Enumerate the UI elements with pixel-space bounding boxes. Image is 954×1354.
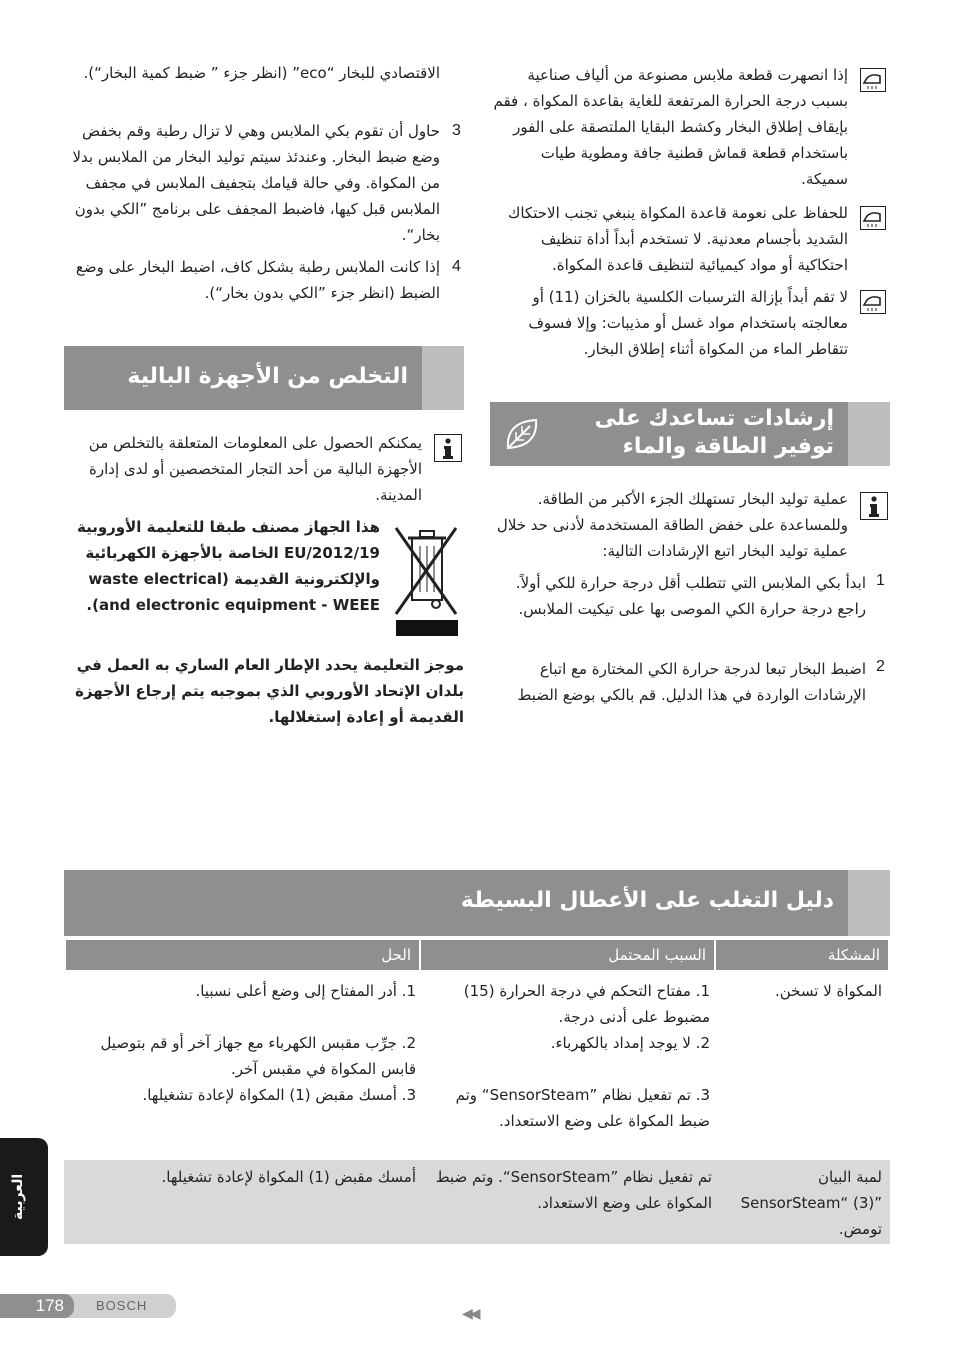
solution-item: 3. أمسك مقبض (1) المكواة لإعادة تشغيلها. — [142, 1086, 416, 1104]
energy-item-text: اضبط البخار تبعا لدرجة حرارة الكي المختارة مع اتباع الإرشادات الواردة في هذا الدليل. قم بالكي بوضع الضبط — [517, 660, 866, 704]
tip-text: لا تقم أبداً بإزالة الترسبات الكلسية بالخزان (11) أو معالجته باستخدام مواد غسل أو مذيبات: وإلا فسوف تتقاطر الماء من المكواة أثناء إطلاق البخار. — [528, 288, 848, 358]
tip-text: إذا انصهرت قطعة ملابس مصنوعة من ألياف صناعية بسبب درجة الحرارة المرتفعة للغاية بقاعدة المكواة ، فقم بإيقاف إطلاق البخار وكشط البقايا الملتصقة على الفور باستخدام قطعة قماش قطنية جافة ومطوية طيات سميكة. — [493, 66, 848, 188]
item-number: 2 — [876, 658, 885, 675]
item-number: 3 — [452, 122, 461, 139]
info-icon — [860, 492, 888, 520]
page-number-badge — [0, 1294, 74, 1318]
left-item-text: إذا كانت الملابس رطبة بشكل كاف، اضبط البخار على وضع الضبط (انظر جزء ”الكي بدون بخار“). — [75, 258, 440, 302]
cause-cell: تم تفعيل نظام ”SensorSteam“. وتم ضبط المكواة على وضع الاستعداد. — [435, 1168, 712, 1212]
column-header-solution: الحل — [66, 940, 419, 970]
footer-bar — [0, 1294, 176, 1318]
steam-iron-icon — [860, 68, 886, 92]
header-tab — [848, 402, 890, 466]
solution-cell: أمسك مقبض (1) المكواة لإعادة تشغيلها. — [161, 1168, 416, 1186]
directive-text: موجز التعليمة يحدد الإطار العام الساري به العمل في بلدان الإتحاد الأوروبي الذي بموجبه يتم إرجاع الأجهزة القديمة أو إعادة إستغلالها. — [75, 656, 464, 726]
energy-item-text: ابدأ بكي الملابس التي تتطلب أقل درجة حرارة للكي أولاً. راجع درجة حرارة الكي الموصى بها على تيكيت الملابس. — [515, 574, 866, 618]
continuation-text: الاقتصادي للبخار “eco” (انظر جزء ” ضبط كمية البخار“). — [83, 64, 440, 82]
header-tab — [848, 870, 890, 936]
section-title: دليل التغلب على الأعطال البسيطة — [460, 888, 834, 913]
steam-iron-icon — [860, 290, 886, 314]
leaf-icon — [500, 412, 544, 456]
troubleshooting-header — [64, 870, 890, 936]
info-icon — [434, 434, 462, 462]
problem-cell: المكواة لا تسخن. — [775, 982, 882, 1000]
steam-iron-icon — [860, 206, 886, 230]
header-tab — [422, 346, 464, 410]
energy-intro: عملية توليد البخار تستهلك الجزء الأكبر من الطاقة. وللمساعدة على خفض الطاقة المستخدمة لأدنى حد خلال عملية توليد البخار اتبع الإرشادات التالية: — [496, 490, 848, 560]
language-side-tab — [0, 1138, 48, 1256]
energy-section-header — [490, 402, 890, 466]
section-title-line1: إرشادات تساعدك على — [594, 406, 834, 431]
solution-item: 1. أدر المفتاح إلى وضع أعلى نسبيا. — [195, 982, 416, 1000]
section-title: التخلص من الأجهزة البالية — [127, 364, 408, 389]
cause-item: 1. مفتاح التحكم في درجة الحرارة (15) مضبوط على أدنى درجة. — [463, 982, 710, 1026]
column-header-cause: السبب المحتمل — [421, 940, 714, 970]
page-nav-arrows[interactable]: ◀◀ — [462, 1306, 478, 1322]
brand-name: BOSCH — [96, 1298, 148, 1313]
solution-item: 2. جرِّب مقبس الكهرباء مع جهاز آخر أو قم بتوصيل قابس المكواة في مقبس آخر. — [100, 1034, 416, 1078]
cause-item: 2. لا يوجد إمداد بالكهرباء. — [550, 1034, 710, 1052]
item-number: 4 — [452, 258, 461, 275]
disposal-section-header — [64, 346, 464, 410]
item-number: 1 — [876, 572, 885, 589]
left-item-text: حاول أن تقوم بكي الملابس وهي لا تزال رطبة وقم بخفض وضع ضبط البخار. وعندئذ سيتم توليد البخار من الملابس بدلا من المكواة. وفي حالة قيامك بتجفيف الملابس في مجفف الملابس قبل كيها، فاضبط المجفف على برنامج ”الكي بدون بخار“. — [72, 122, 440, 244]
column-header-problem: المشكلة — [716, 940, 888, 970]
language-label: العربية — [10, 1173, 26, 1221]
cause-item: 3. تم تفعيل نظام ”SensorSteam“ وتم ضبط المكواة على وضع الاستعداد. — [455, 1086, 710, 1130]
tip-text: للحفاظ على نعومة قاعدة المكواة ينبغي تجنب الاحتكاك الشديد بأجسام معدنية. لا تستخدم أبداً أداة تنظيف احتكاكية أو مواد كيميائية لتنظيف قاعدة المكواة. — [508, 204, 848, 274]
section-title-line2: توفير الطاقة والماء — [622, 434, 834, 459]
disposal-info: يمكنكم الحصول على المعلومات المتعلقة بالتخلص من الأجهزة البالية من أحد التجار المتخصصين أو لدى إدارة المدينة. — [88, 434, 422, 504]
problem-cell: لمبة البيان ”SensorSteam“ (3) تومض. — [740, 1168, 882, 1238]
page-number: 178 — [35, 1296, 64, 1315]
crossed-bin-icon — [390, 522, 462, 638]
weee-text: هذا الجهاز مصنف طبقا للتعليمة الأوروبية EU/2012/19 الخاصة بالأجهزة الكهربائية والإلكترونية القديمة (waste electrical and electronic equipment - WEEE). — [77, 518, 380, 614]
